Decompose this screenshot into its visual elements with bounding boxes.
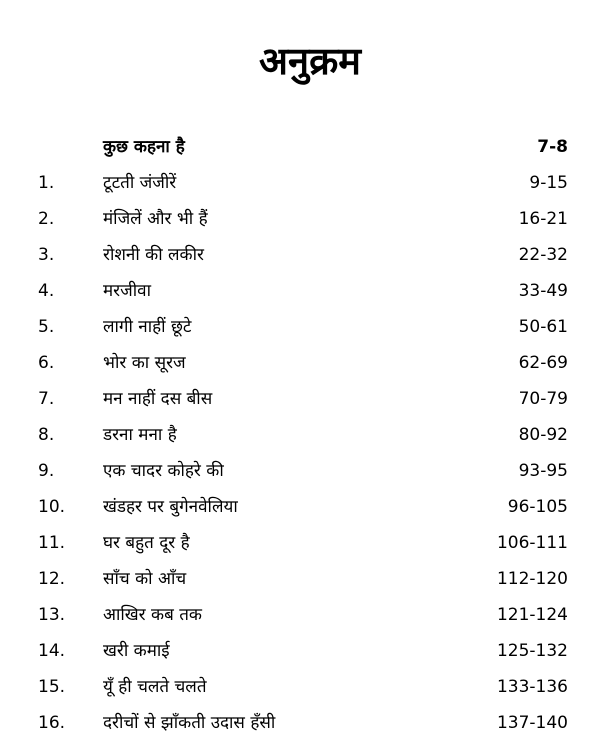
toc-entry-title: आखिर कब तक: [103, 605, 202, 625]
toc-entry: [0, 274, 600, 308]
toc-entry-pages: 80-92: [518, 425, 568, 445]
toc-entry: [0, 346, 600, 380]
toc-entry-title: मंजिलें और भी हैं: [103, 209, 208, 229]
toc-entry-pages: 112-120: [496, 569, 568, 589]
toc-entry-title: यूँ ही चलते चलते: [103, 677, 207, 697]
toc-entry: [0, 598, 600, 632]
toc-entry-title: रोशनी की लकीर: [103, 245, 204, 265]
toc-entry-pages: 125-132: [496, 641, 568, 661]
toc-entry-title: दरीचों से झाँकती उदास हँसी: [103, 713, 276, 733]
toc-entry-title: मरजीवा: [103, 281, 151, 301]
toc-entry: [0, 490, 600, 524]
toc-entry-number: 15.: [38, 677, 66, 697]
toc-entry-pages: 106-111: [496, 533, 568, 553]
toc-entry-title: खरी कमाई: [103, 641, 170, 661]
toc-entry: [0, 634, 600, 668]
toc-entry-pages: 9-15: [529, 173, 568, 193]
toc-entry-number: 8.: [38, 425, 55, 445]
toc-entry-number: 9.: [38, 461, 55, 481]
toc-entry-pages: 121-124: [496, 605, 568, 625]
toc-entry-pages: 96-105: [507, 497, 568, 517]
toc-intro-row: [0, 130, 600, 164]
toc-entry-number: 4.: [38, 281, 55, 301]
toc-entry-number: 16.: [38, 713, 66, 733]
toc-entry: [0, 526, 600, 560]
page-title: अनुक्रम: [258, 39, 362, 83]
toc-entry-title: भोर का सूरज: [103, 353, 186, 373]
toc-entry-number: 1.: [38, 173, 55, 193]
toc-entry-number: 3.: [38, 245, 55, 265]
toc-entry: [0, 454, 600, 488]
toc-entry-title: एक चादर कोहरे की: [103, 461, 224, 481]
toc-entry-title: घर बहुत दूर है: [103, 533, 190, 553]
toc-entry-number: 6.: [38, 353, 55, 373]
toc-entry-title: खंडहर पर बुगेनवेलिया: [103, 497, 238, 517]
toc-entry: [0, 382, 600, 416]
toc-entry-pages: 70-79: [518, 389, 568, 409]
toc-entry-title: लागी नाहीं छूटे: [103, 317, 192, 337]
toc-entry-title: डरना मना है: [103, 425, 177, 445]
toc-entry: [0, 562, 600, 596]
toc-entry-pages: 62-69: [518, 353, 568, 373]
toc-entry-pages: 16-21: [518, 209, 568, 229]
toc-entry: [0, 418, 600, 452]
toc-entry-number: 5.: [38, 317, 55, 337]
toc-entry-pages: 133-136: [496, 677, 568, 697]
toc-entry-number: 14.: [38, 641, 66, 661]
toc-entry: [0, 238, 600, 272]
toc-entry-title: टूटती जंजीरें: [103, 173, 177, 193]
toc-entry: [0, 310, 600, 344]
toc-entry-pages: 22-32: [518, 245, 568, 265]
toc-entry-number: 2.: [38, 209, 55, 229]
toc-entry-pages: 33-49: [518, 281, 568, 301]
toc-entry-pages: 137-140: [496, 713, 568, 733]
toc-entry-number: 12.: [38, 569, 66, 589]
toc-entry-number: 11.: [38, 533, 66, 553]
toc-intro-pages: 7-8: [537, 137, 568, 157]
toc-entry-number: 13.: [38, 605, 66, 625]
toc-entry: [0, 706, 600, 740]
toc-entry-title: साँच को आँच: [103, 569, 187, 589]
toc-entry-pages: 93-95: [518, 461, 568, 481]
toc-entry: [0, 166, 600, 200]
toc-entry-number: 10.: [38, 497, 66, 517]
toc-entry: [0, 202, 600, 236]
toc-entry: [0, 670, 600, 704]
toc-entry-number: 7.: [38, 389, 55, 409]
toc-entry-pages: 50-61: [518, 317, 568, 337]
toc-entry-title: मन नाहीं दस बीस: [103, 389, 213, 409]
toc-intro-title: कुछ कहना है: [103, 137, 185, 157]
